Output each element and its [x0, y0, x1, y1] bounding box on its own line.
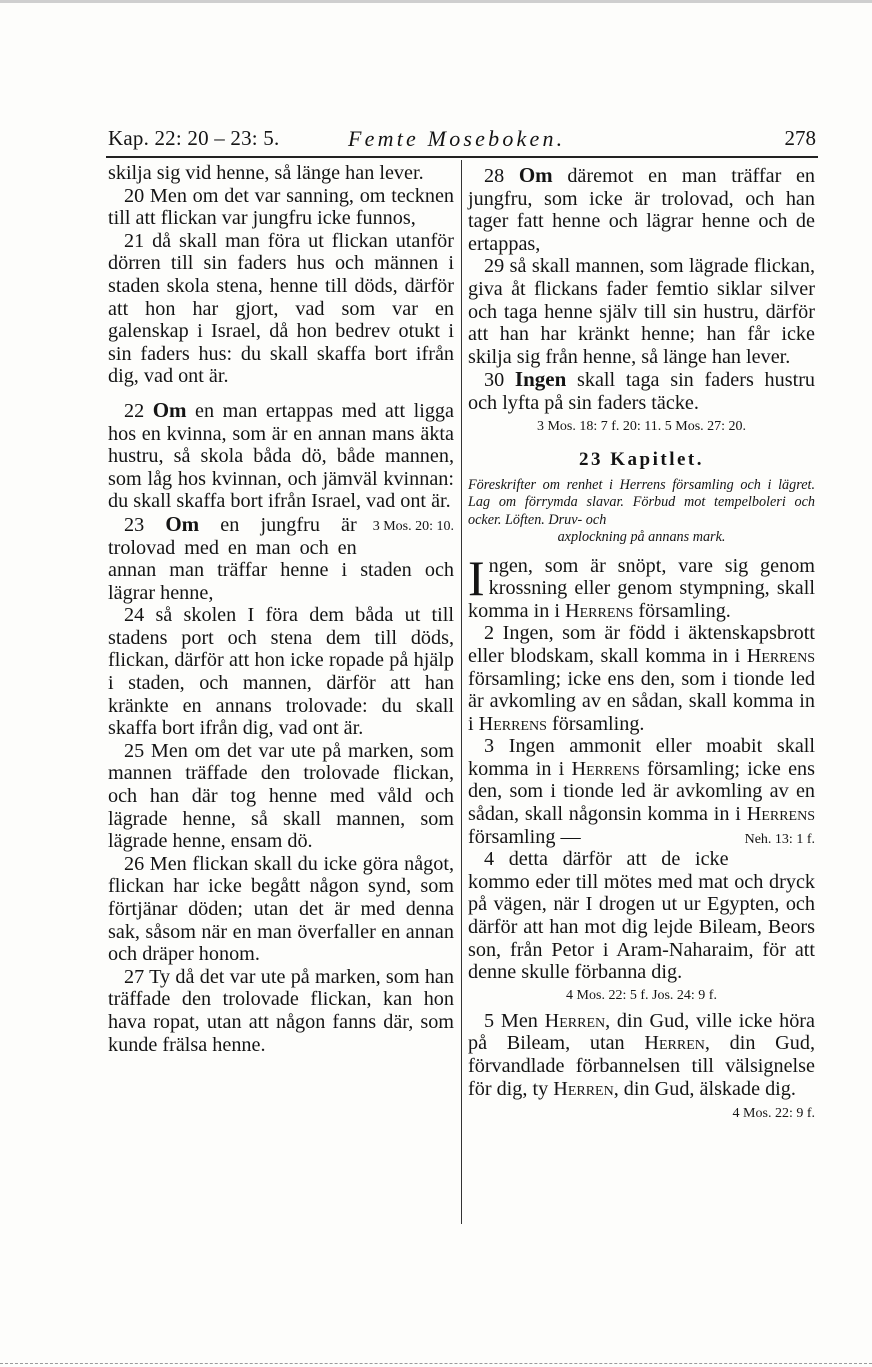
chapter-range: Kap. 22: 20 – 23: 5. [108, 126, 280, 150]
verse-27: 27 Ty då det var ute på marken, som han träffade den trolovade flickan, kan hon hava ropat, utan att någon fanns där, som kunde frälsa henne. [108, 965, 454, 1056]
divine-name: Herren [553, 1077, 614, 1100]
verse-4: 4 detta därför att de icke kommo eder till mötes med mat och dryck på vägen, när I drogen ut ur Egypten, och därför att han mot dig lejde Bileam, Beors son, från Petor i Aram-Naharaim, för att denne skulle förbanna dig. [468, 848, 815, 984]
chapter-summary-end: axplockning på annans mark. [557, 529, 726, 546]
verse-number: 30 [484, 369, 505, 392]
column-divider [461, 160, 462, 1224]
cross-reference: 3 Mos. 18: 7 f. 20: 11. 5 Mos. 27: 20. [536, 418, 747, 434]
verse-1: Ingen, som är snöpt, vare sig genom krossning eller genom stympning, skall komma in i Herrens församling. [468, 549, 815, 622]
verse-25: 25 Men om det var ute på marken, som mannen träffade den trolovade flickan, och han där tog henne med våld och lägrade henne, så skall mannen, som lägrade henne, ensam dö. [108, 739, 454, 853]
verse-number: 23 [124, 513, 145, 536]
verse-initial-word: Om [518, 163, 553, 187]
divine-name: Herrens [746, 644, 815, 667]
verse-26: 26 Men flickan skall du icke göra något, flickan har icke begått någon synd, som förtjänar döden; utan det är med denna sak, såsom när en man överfaller en annan och dräper honom. [108, 852, 454, 966]
divine-name: Herren [544, 1009, 606, 1032]
verse-5: 5 Men Herren, din Gud, ville icke höra på Bileam, utan Herren, din Gud, förvandlade förbannelsen till välsignelse för dig, ty Herren, din Gud, älskade dig. 4 Mos. 22: 9 f. [468, 1010, 815, 1100]
verse-3: 3 Ingen ammonit eller moabit skall komma in i Herrens församling; icke ens den, som i tionde led är avkomling av en sådan, skall någonsin komma in i Herrens församling — Neh. 13: 1 f. [468, 735, 815, 848]
header-rule [106, 156, 818, 158]
verse-text: däremot en man träffar en jungfru, som icke är trolovad, och han tager fatt henne och lägrar henne och de ertappas, [468, 165, 816, 255]
verse-initial-word: Ingen [514, 367, 567, 392]
cross-reference: 3 Mos. 20: 10. [372, 518, 454, 534]
verse-text: skall taga sin faders hustru och lyfta på sin faders täcke. [468, 369, 816, 414]
verse-number: 22 [124, 399, 145, 422]
verse-29: 29 så skall mannen, som lägrade flickan, giva åt flickans fader femtio siklar silver och taga henne själv till sin hustru, därför att han har kränkt henne; han får icke skilja sig från henne, så länge han lever. [468, 255, 815, 368]
chapter-heading: 23 Kapitlet. [579, 448, 704, 470]
verse-continuation: skilja sig vid henne, så länge han lever. [108, 162, 424, 184]
drop-cap: I [468, 549, 485, 606]
verse-text: en man ertappas med att ligga hos en kvinna, som är en annan mans äkta hustru, så skola båda dö, både mannen, som låg hos kvinnan, och jämväl kvinnan: du skall skaffa bort ifrån Israel, vad ont är. [108, 399, 454, 513]
verse-number: 28 [484, 165, 505, 187]
chapter-summary: Föreskrifter om renhet i Herrens församling och i lägret. Lag om förrymda slavar. Förbud mot tempelboleri och ocker. Löften. Druv- och [468, 476, 815, 528]
divine-name: Herren [644, 1032, 705, 1055]
verse-21: 21 då skall man föra ut flickan utanför dörren till sin faders hus och männen i staden skola stena, henne till döds, därför att hon har gjort, vad som var en galenskap i Israel, då hon bedrev otukt i sin faders hus: du skall skaffa bort ifrån dig, vad ont är. [108, 229, 454, 388]
cross-reference: Neh. 13: 1 f. [744, 831, 815, 847]
left-column [108, 162, 454, 1056]
verse-text: en jungfru är trolovad med en man och en annan man träffar henne i staden och lägrar henne, [108, 513, 454, 604]
cross-reference: 4 Mos. 22: 9 f. [732, 1106, 815, 1122]
divine-name: Herrens [478, 712, 547, 735]
divine-name: Herrens [746, 803, 815, 826]
book-title: Femte Moseboken. [348, 126, 566, 151]
verse-initial-word: Om [165, 511, 200, 536]
divine-name: Herrens [571, 757, 640, 780]
divine-name: Herrens [565, 599, 634, 622]
running-header [108, 124, 816, 156]
verse-2: 2 Ingen, som är född i äktenskapsbrott eller blodskam, skall komma in i Herrens församling; icke ens den, som i tionde led är avkomling av en sådan, skall komma in i Herrens församling. [468, 622, 815, 735]
verse-28 [468, 164, 815, 255]
verse-24: 24 så skolen I föra dem båda ut till stadens port och stena dem till döds, flickan, därför att hon icke ropade på hjälp i staden, och mannen, därför att han kränkte en annans trolovade: du skall skaffa bort ifrån dig, vad ont är. [108, 604, 454, 740]
right-column [468, 164, 815, 1126]
verse-initial-word: Om [152, 397, 187, 422]
scan-bottom-edge [0, 1363, 872, 1365]
verse-30 [468, 368, 815, 414]
verse-20: 20 Men om det var sanning, om tecknen till att flickan var jungfru icke funnos, [108, 184, 454, 230]
scan-top-edge [0, 0, 872, 3]
page-number: 278 [784, 126, 816, 150]
cross-reference: 4 Mos. 22: 5 f. Jos. 24: 9 f. [566, 987, 717, 1003]
